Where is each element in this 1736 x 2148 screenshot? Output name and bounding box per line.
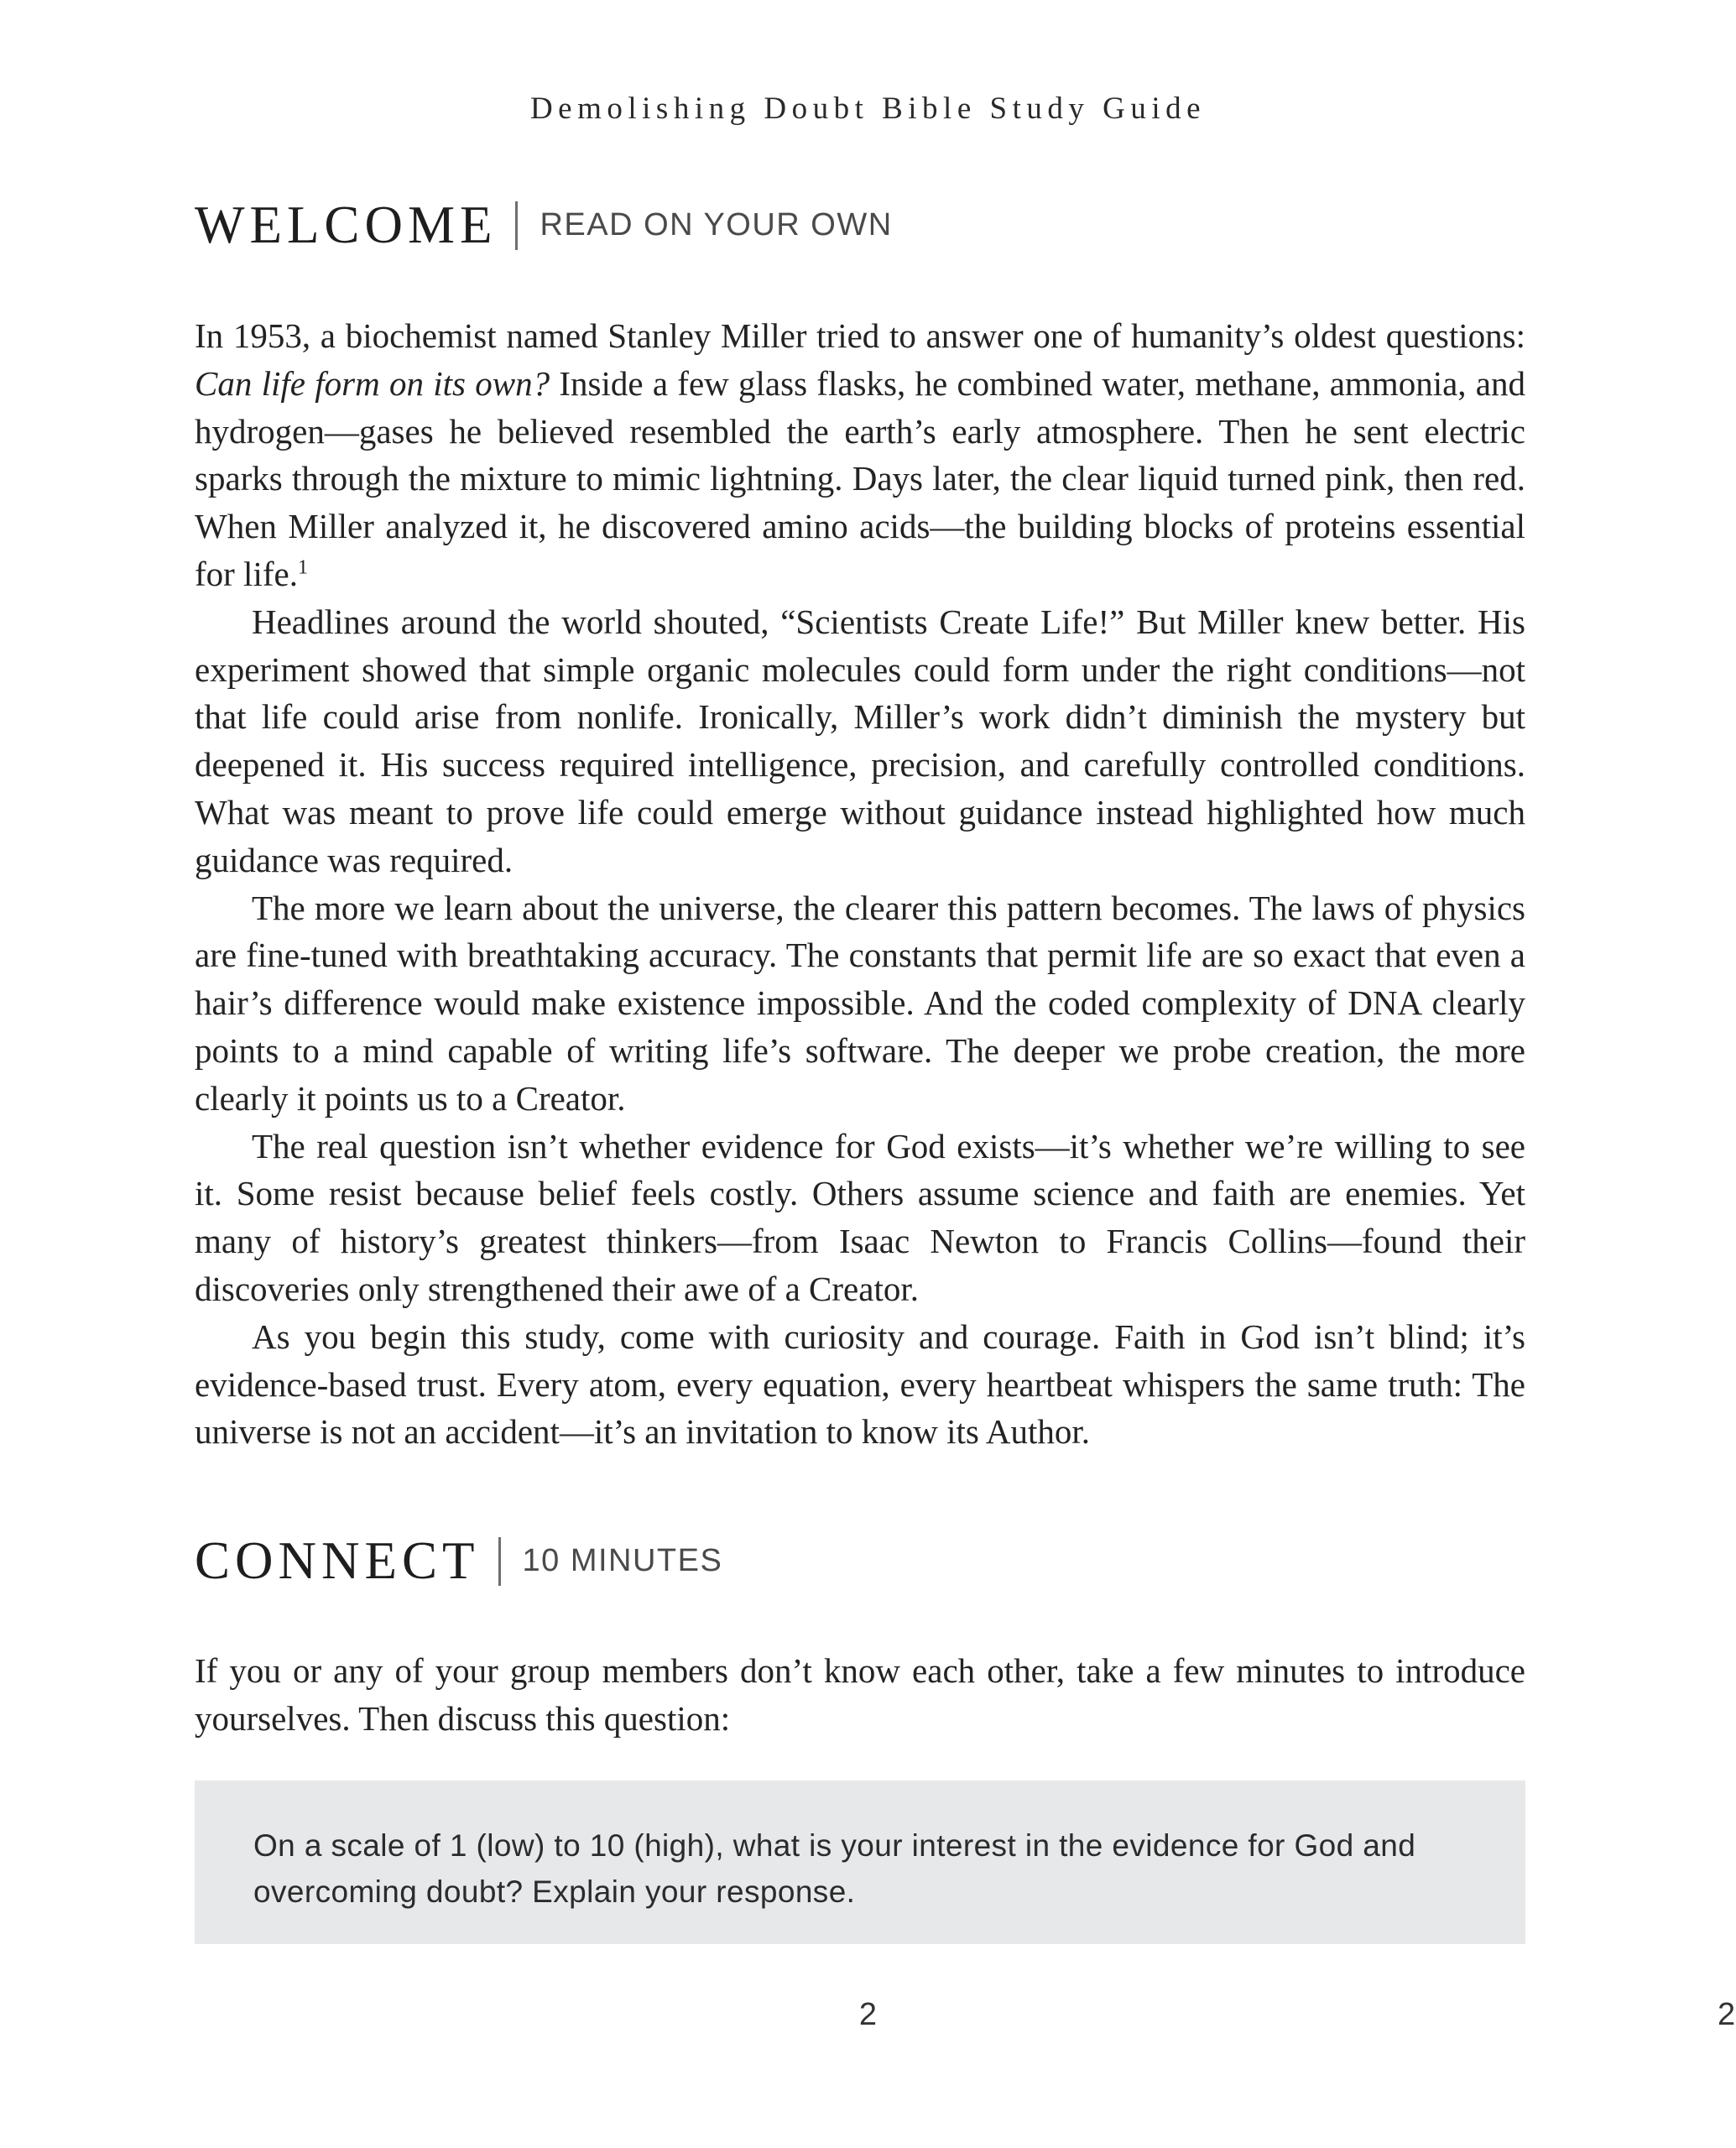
heading-divider	[515, 201, 518, 250]
connect-heading-title: CONNECT	[195, 1531, 480, 1590]
connect-intro-paragraph: If you or any of your group members don’t know each other, take a few minutes to introduce yourselves. Then discuss this question:	[195, 1651, 1525, 1738]
welcome-body	[195, 312, 1525, 1456]
connect-section-heading	[195, 1530, 722, 1592]
footnote-reference: 1	[297, 556, 308, 579]
heading-divider	[498, 1537, 501, 1586]
welcome-heading-note: READ ON YOUR OWN	[540, 207, 893, 242]
adjacent-page-number: 2	[1718, 1997, 1736, 2032]
discussion-question-box	[195, 1780, 1525, 1944]
discussion-question: On a scale of 1 (low) to 10 (high), what is your interest in the evidence for God and overcoming doubt? Explain your response.	[253, 1828, 1416, 1909]
welcome-paragraph-1-italic-question: Can life form on its own?	[195, 363, 550, 403]
welcome-paragraph-1-text-continued: Inside a few glass flasks, he combined water, methane, ammonia, and hydrogen—gases he believed resembled the earth’s early atmosphere. Then he sent electric sparks through the mixture to mimic lightning. Days later, the clear liquid turned pink, then red. When Miller analyzed it, he discovered amino acids—the building blocks of proteins essential for life.	[195, 363, 1525, 593]
welcome-paragraph-1-text: In 1953, a biochemist named Stanley Miller tried to answer one of humanity’s oldest questions:	[195, 316, 1525, 355]
welcome-paragraph-2: Headlines around the world shouted, “Scientists Create Life!” But Miller knew better. His experiment showed that simple organic molecules could form under the right conditions—not that life could arise from nonlife. Ironically, Miller’s work didn’t diminish the mystery but deepened it. His success required intelligence, precision, and carefully controlled conditions. What was meant to prove life could emerge without guidance instead highlighted how much guidance was required.	[195, 602, 1525, 879]
welcome-paragraph-1	[195, 312, 1525, 598]
page-number: 2	[858, 1997, 878, 2032]
welcome-paragraph-3: The more we learn about the universe, the clearer this pattern becomes. The laws of physics are fine-tuned with breathtaking accuracy. The constants that permit life are so exact that even a hair’s difference would make existence impossible. And the coded complexity of DNA clearly points to a mind capable of writing life’s software. The deeper we probe creation, the more clearly it points us to a Creator.	[195, 888, 1525, 1118]
welcome-section-heading	[195, 195, 893, 256]
welcome-paragraph-5: As you begin this study, come with curiosity and courage. Faith in God isn’t blind; it’s evidence-based trust. Every atom, every equation, every heartbeat whispers the same truth: The universe is not an accident—it’s an invitation to know its Author.	[195, 1316, 1525, 1452]
welcome-heading-title: WELCOME	[195, 196, 498, 254]
running-header: Demolishing Doubt Bible Study Guide	[529, 91, 1207, 126]
connect-heading-note: 10 MINUTES	[522, 1543, 723, 1578]
welcome-paragraph-4: The real question isn’t whether evidence for God exists—it’s whether we’re willing to see it. Some resist because belief feels costly. Others assume science and faith are enemies. Yet many of history’s greatest thinkers—from Isaac Newton to Francis Collins—found their discoveries only strengthened their awe of a Creator.	[195, 1126, 1525, 1308]
connect-body	[195, 1647, 1525, 1743]
